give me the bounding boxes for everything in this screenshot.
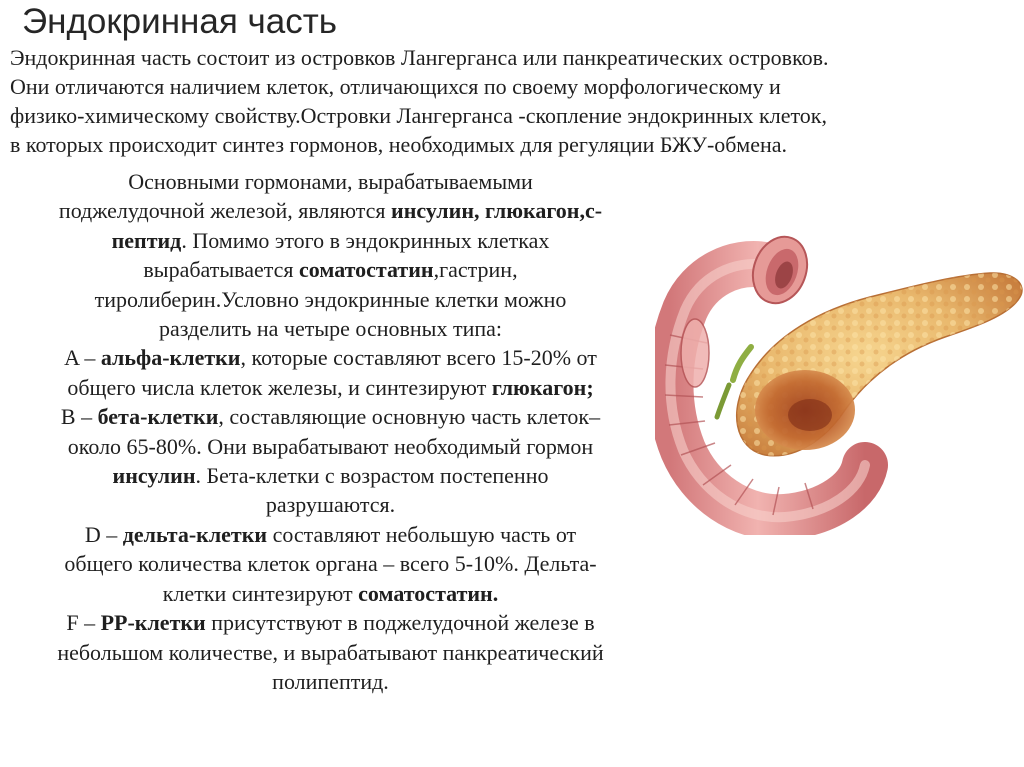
- insulin: инсулин: [112, 463, 196, 489]
- alpha-cells-line: общего числа клеток железы, и синтезируют глюкагон;: [67, 374, 594, 400]
- alpha-cells-line: A – альфа-клетки, которые составляют всего 15-20% от: [64, 345, 597, 371]
- delta-cells-line: D – дельта-клетки составляют небольшую часть от: [84, 521, 577, 547]
- pancreas-duodenum-icon: [655, 235, 1024, 535]
- pancreas-illustration: [655, 235, 1024, 535]
- hormones-line: Основными гормонами, вырабатываемыми: [128, 169, 533, 194]
- delta-cells-line: общего количества клеток органа – всего 5-10%. Дельта-: [64, 551, 597, 577]
- hormones-line: разделить на четыре основных типа:: [158, 316, 502, 342]
- hormones-section: [8, 167, 653, 696]
- beta-cells-line: около 65-80%. Они вырабатывают необходимый гормон: [67, 433, 594, 459]
- hormones-line: поджелудочной железой, являются инсулин, глюкагон,с-: [58, 198, 603, 224]
- delta-cells-name: дельта-клетки: [122, 521, 268, 547]
- pp-cells-line: небольшом количестве, и вырабатывают панкреатический: [57, 639, 604, 665]
- intro-line: Они отличаются наличием клеток, отличающихся по своему морфологическому и: [10, 74, 781, 99]
- intro-line: физико-химическому свойству.Островки Лангерганса -скопление эндокринных клеток,: [10, 103, 827, 128]
- intro-paragraph: [10, 43, 1000, 159]
- beta-cells-line: B – бета-клетки, составляющие основную часть клеток–: [60, 404, 601, 430]
- intro-line: Эндокринная часть состоит из островков Лангерганса или панкреатических островков.: [10, 45, 829, 70]
- beta-cells-line: инсулин. Бета-клетки с возрастом постепенно: [112, 463, 549, 489]
- pp-cells-line: полипептид.: [272, 668, 389, 694]
- hormones-line: вырабатывается соматостатин,гастрин,: [143, 257, 518, 283]
- delta-cells-line: клетки синтезируют соматостатин.: [162, 580, 499, 606]
- glucagon: глюкагон;: [491, 374, 594, 400]
- hormones-line: пептид. Помимо этого в эндокринных клетках: [111, 227, 550, 253]
- alpha-cells-name: альфа-клетки: [100, 345, 241, 371]
- intro-line: в которых происходит синтез гормонов, необходимых для регуляции БЖУ-обмена.: [10, 132, 787, 157]
- slide-title: Эндокринная часть: [22, 2, 337, 41]
- pp-cells-name: PP-клетки: [100, 610, 206, 636]
- beta-cells-line: разрушаются.: [265, 492, 396, 518]
- c-peptide: пептид: [111, 227, 182, 253]
- hormones-line: тиролиберин.Условно эндокринные клетки можно: [94, 286, 567, 312]
- beta-cells-name: бета-клетки: [97, 404, 219, 430]
- somatostatin-delta: соматостатин.: [358, 580, 499, 606]
- main-hormones: инсулин, глюкагон,с-: [391, 198, 603, 224]
- somatostatin: соматостатин: [299, 257, 434, 283]
- pp-cells-line: F – PP-клетки присутствуют в поджелудочной железе в: [66, 610, 595, 636]
